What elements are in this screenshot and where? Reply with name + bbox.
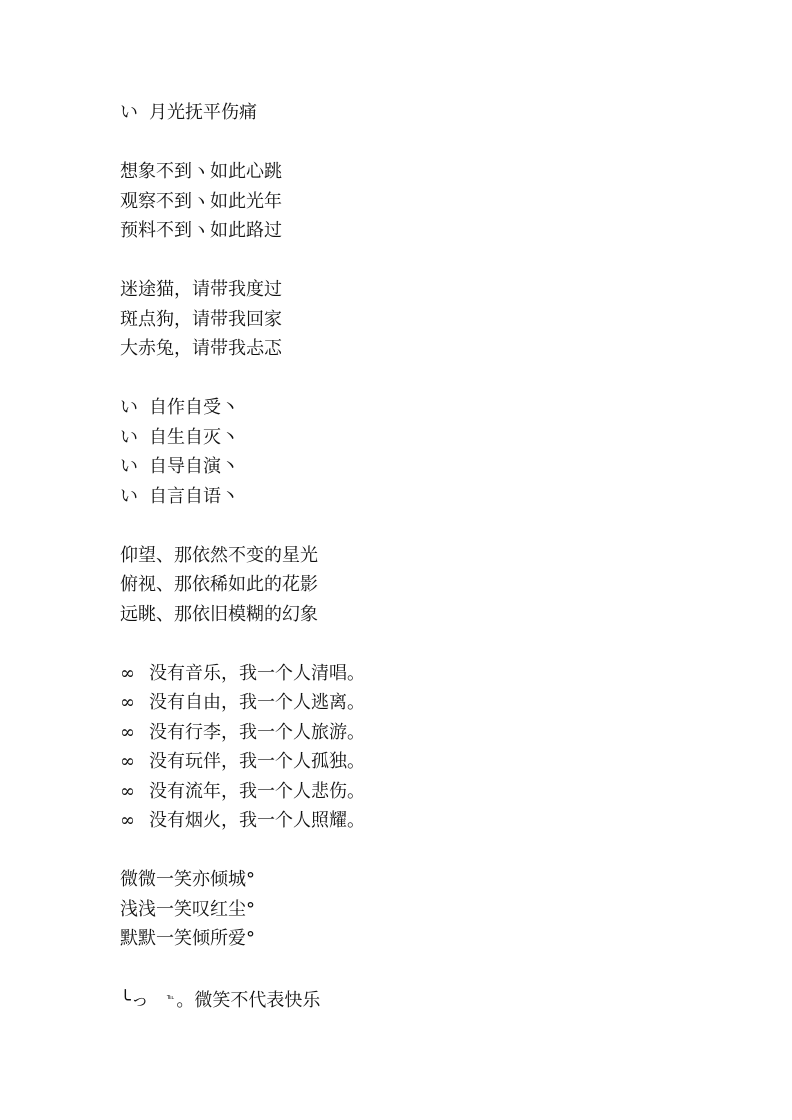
line-text: 没有玩伴，我一个人孤独。 [149,751,365,772]
poem-line [120,806,720,836]
line-text: 月光抚平伤痛 [149,102,257,123]
poem-line [120,452,720,482]
line-text: 自导自演丶 [149,456,239,477]
stanza-7 [120,865,720,954]
line-prefix: ∞ [120,692,135,713]
line-text: 没有自由，我一个人逃离。 [149,692,365,713]
poem-line [120,659,720,689]
poem-line [120,393,720,423]
closing-stanza [120,983,720,1013]
line-prefix: い [120,485,138,507]
line-text: 没有流年，我一个人悲伤。 [149,780,365,802]
poem-line [120,482,720,512]
telephone-mark: ℡ [166,993,175,1001]
line-text: 没有音乐，我一个人清唱。 [149,662,365,684]
line-prefix: ∞ [120,721,135,743]
closing-prefix: ╰っ [120,990,149,1011]
line-text: 没有烟火，我一个人照耀。 [149,810,365,831]
poem-line: 微微一笑亦倾城° [120,869,255,890]
stanza-2 [120,157,720,246]
poem-line: 默默一笑倾所爱° [120,928,255,949]
poem-line: 仰望、那依然不变的星光 [120,544,318,566]
line-prefix: い [120,397,138,418]
line-text: 自作自受丶 [149,397,239,418]
closing-line [120,983,720,1013]
poem-page [120,98,720,1042]
stanza-3 [120,275,720,364]
poem-line: 大赤兔，请带我忐忑 [120,338,282,359]
poem-line [120,747,720,777]
line-text: 自言自语丶 [149,485,239,507]
line-prefix: ∞ [120,662,135,684]
poem-line: 远眺、那依旧模糊的幻象 [120,603,318,625]
poem-line: 预料不到ヽ如此路过 [120,220,282,241]
line-prefix: ∞ [120,810,135,831]
stanza-5 [120,541,720,630]
poem-line [120,423,720,453]
line-prefix: ∞ [120,751,135,772]
line-prefix: ∞ [120,780,135,802]
poem-line [120,718,720,748]
poem-line: 斑点狗，请带我回家 [120,308,282,330]
line-prefix: い [120,102,138,123]
stanza-6 [120,659,720,836]
stanza-4 [120,393,720,511]
line-prefix: い [120,456,138,477]
poem-line: 想象不到ヽ如此心跳 [120,161,282,182]
poem-line [120,688,720,718]
poem-line: 浅浅一笑叹红尘° [120,898,255,920]
poem-line: 观察不到ヽ如此光年 [120,190,282,212]
closing-text: 。微笑不代表快乐 [176,990,321,1011]
line-prefix: い [120,426,138,448]
stanza-1 [120,98,720,128]
line-text: 自生自灭丶 [149,426,239,448]
poem-line: 迷途猫，请带我度过 [120,279,282,300]
poem-line: 俯视、那依稀如此的花影 [120,574,318,595]
line-text: 没有行李，我一个人旅游。 [149,721,365,743]
poem-line [120,98,720,128]
poem-line [120,777,720,807]
